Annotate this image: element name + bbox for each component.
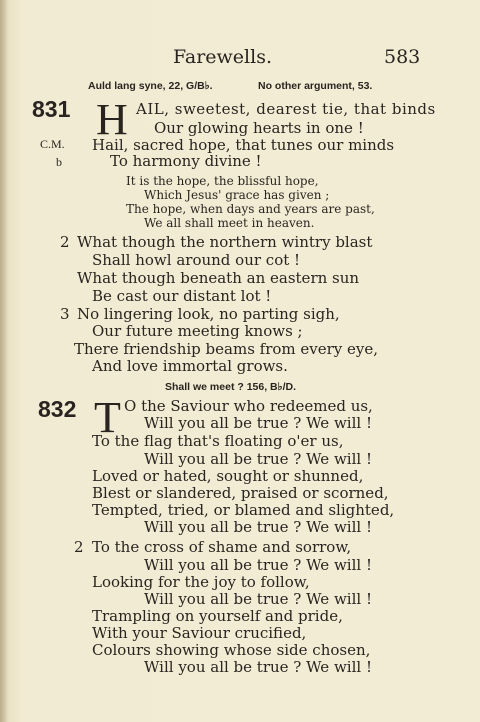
- hymn-832-dropcap: T: [94, 393, 121, 442]
- hymn-831-chorus-line: Which Jesus' grace has given ;: [144, 188, 330, 202]
- hymn-831-key: b: [56, 155, 62, 169]
- hymn-831-chorus-line: We all shall meet in heaven.: [144, 216, 315, 230]
- hymn-831-meter: C.M.: [40, 137, 65, 151]
- hymn-832-verse-2-line: Looking for the joy to follow,: [92, 573, 310, 591]
- hymn-831-verse-3-number: 3: [60, 305, 70, 323]
- hymn-831-verse-3-line: Our future meeting knows ;: [92, 322, 303, 340]
- hymn-831-number: 831: [32, 96, 71, 122]
- hymn-832-verse-1-line: Will you all be true ? We will !: [144, 414, 372, 432]
- hymn-831-verse-2-line: What though the northern wintry blast: [77, 233, 373, 251]
- hymn-831-verse-2-number: 2: [60, 233, 70, 251]
- hymn-832-verse-1-line: Loved or hated, sought or shunned,: [92, 467, 364, 485]
- hymn-832-verse-2-line: Trampling on yourself and pride,: [92, 607, 343, 625]
- spine-shadow: [0, 0, 8, 722]
- hymn-831-chorus-line: It is the hope, the blissful hope,: [126, 174, 319, 188]
- hymn-832-verse-2-line: Colours showing whose side chosen,: [92, 641, 371, 659]
- hymn-832-verse-1-line: Will you all be true ? We will !: [144, 450, 372, 468]
- hymn-831-verse-2-line: Be cast our distant lot !: [92, 287, 272, 305]
- hymn-831-line-1: AIL, sweetest, dearest tie, that binds: [136, 100, 436, 118]
- hymn-831-verse-3-line: There friendship beams from every eye,: [74, 340, 379, 358]
- hymn-831-note: No other argument, 53.: [258, 80, 373, 92]
- hymn-832-verse-2-line: To the cross of shame and sorrow,: [92, 538, 352, 556]
- hymn-831-verse-3-line: No lingering look, no parting sigh,: [77, 305, 340, 323]
- hymn-832-verse-2-line: Will you all be true ? We will !: [144, 658, 372, 676]
- hymn-832-verse-2-line: Will you all be true ? We will !: [144, 556, 372, 574]
- hymn-832-verse-2-number: 2: [74, 538, 84, 556]
- hymn-831-verse-2-line: Shall howl around our cot !: [92, 251, 301, 269]
- hymn-831-line-2: Our glowing hearts in one !: [154, 119, 364, 137]
- hymn-832-verse-1-line: Blest or slandered, praised or scorned,: [92, 484, 389, 502]
- hymn-831-line-4: To harmony divine !: [110, 152, 262, 170]
- hymn-831-line-3: Hail, sacred hope, that tunes our minds: [92, 136, 395, 154]
- page-number: 583: [384, 46, 421, 68]
- hymn-832-verse-2-line: With your Saviour crucified,: [92, 624, 307, 642]
- hymn-831-verse-2-line: What though beneath an eastern sun: [77, 269, 360, 287]
- hymn-832-tune: Shall we meet ? 156, B♭/D.: [165, 381, 296, 393]
- hymn-831-dropcap: H: [96, 95, 128, 144]
- hymn-832-verse-1-line: Tempted, tried, or blamed and slighted,: [92, 501, 395, 519]
- hymn-832-verse-1-line: To the flag that's floating o'er us,: [92, 432, 344, 450]
- hymn-832-line-1: O the Saviour who redeemed us,: [124, 397, 373, 415]
- hymn-832-verse-2-line: Will you all be true ? We will !: [144, 590, 372, 608]
- hymn-832-number: 832: [38, 396, 77, 422]
- hymn-832-verse-1-line: Will you all be true ? We will !: [144, 518, 372, 536]
- hymn-831-verse-3-line: And love immortal grows.: [92, 357, 288, 375]
- hymn-831-tune: Auld lang syne, 22, G/B♭.: [88, 80, 213, 92]
- hymn-831-chorus-line: The hope, when days and years are past,: [126, 202, 375, 216]
- page-header-title: Farewells.: [173, 46, 272, 68]
